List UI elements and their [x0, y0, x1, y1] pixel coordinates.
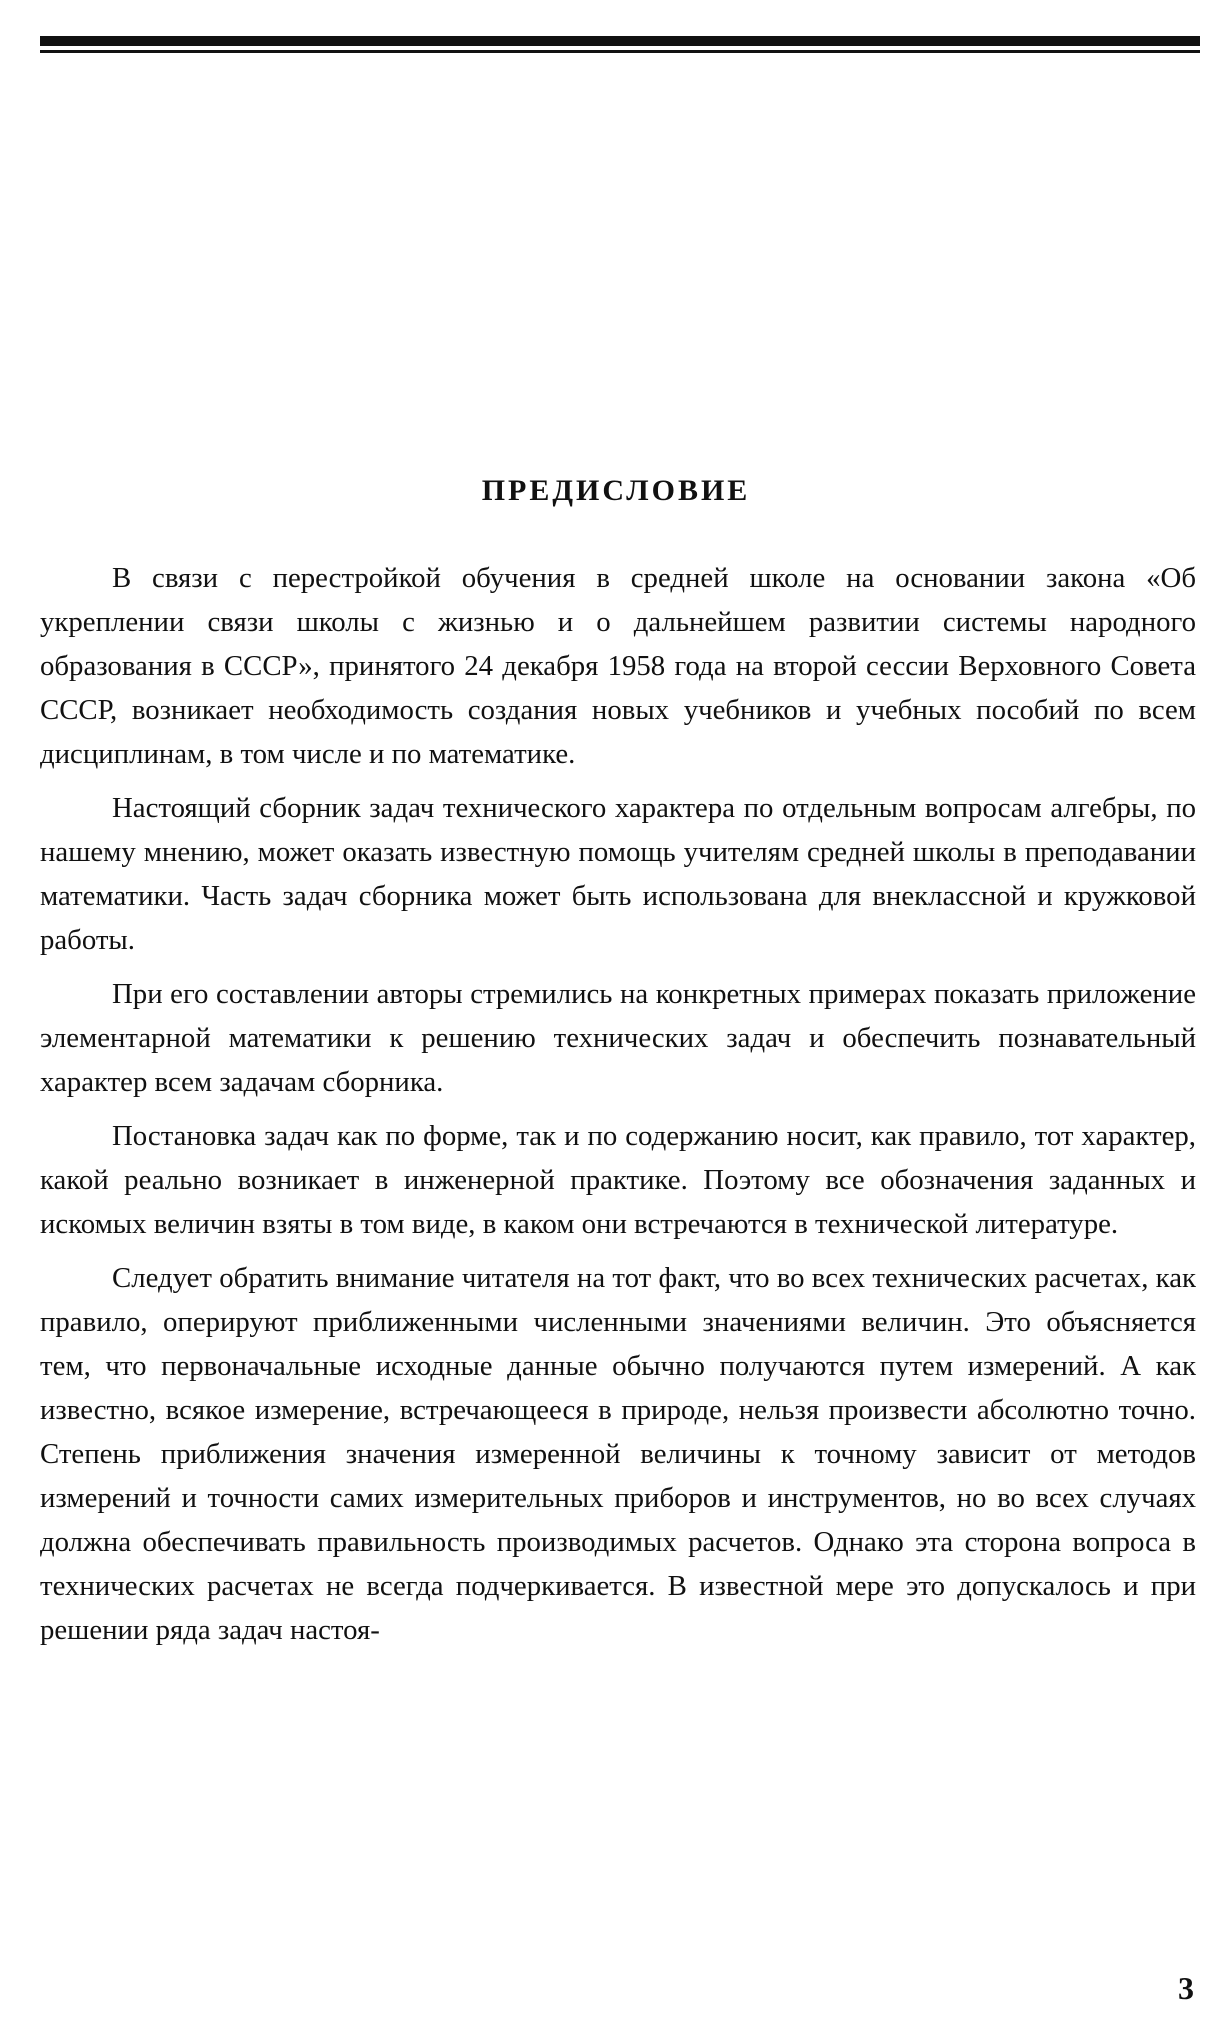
- paragraph-4: Постановка задач как по форме, так и по содержанию носит, как правило, тот характер, какой реально возникает в инженерной практике. Поэтому все обозначения заданных и искомых величин взяты в том виде, в каком они встречаются в технической литературе.: [40, 1120, 1196, 1240]
- paragraph-1: В связи с перестройкой обучения в средней школе на основании закона «Об укреплении связи школы с жизнью и о дальнейшем развитии системы народного образования в СССР», принятого 24 декабря 1958 года на второй сессии Верховного Совета СССР, возникает необходимость создания новых учебников и учебных пособий по всем дисциплинам, в том числе и по математике.: [40, 562, 1196, 770]
- paragraph-2: Настоящий сборник задач технического характера по отдельным вопросам алгебры, по нашему мнению, может оказать известную помощь учителям средней школы в преподавании математики. Часть задач сборника может быть использована для внеклассной и кружковой работы.: [40, 792, 1196, 956]
- page-number: 3: [1178, 1970, 1194, 2006]
- page-title: ПРЕДИСЛОВИЕ: [481, 474, 751, 507]
- body-text: [40, 556, 1196, 1662]
- top-rule-thin: [40, 50, 1200, 53]
- paragraph-3: При его составлении авторы стремились на конкретных примерах показать приложение элементарной математики к решению технических задач и обеспечить познавательный характер всем задачам сборника.: [40, 978, 1196, 1098]
- paragraph-5: Следует обратить внимание читателя на тот факт, что во всех технических расчетах, как правило, оперируют приближенными численными значениями величин. Это объясняется тем, что первоначальные исходные данные обычно получаются путем измерений. А как известно, всякое измерение, встречающееся в природе, нельзя произвести абсолютно точно. Степень приближения значения измеренной величины к точному зависит от методов измерений и точности самих измерительных приборов и инструментов, но во всех случаях должна обеспечивать правильность производимых расчетов. Однако эта сторона вопроса в технических расчетах не всегда подчеркивается. В известной мере это допускалось и при решении ряда задач настоя-: [40, 1262, 1196, 1646]
- top-rule: [40, 36, 1200, 46]
